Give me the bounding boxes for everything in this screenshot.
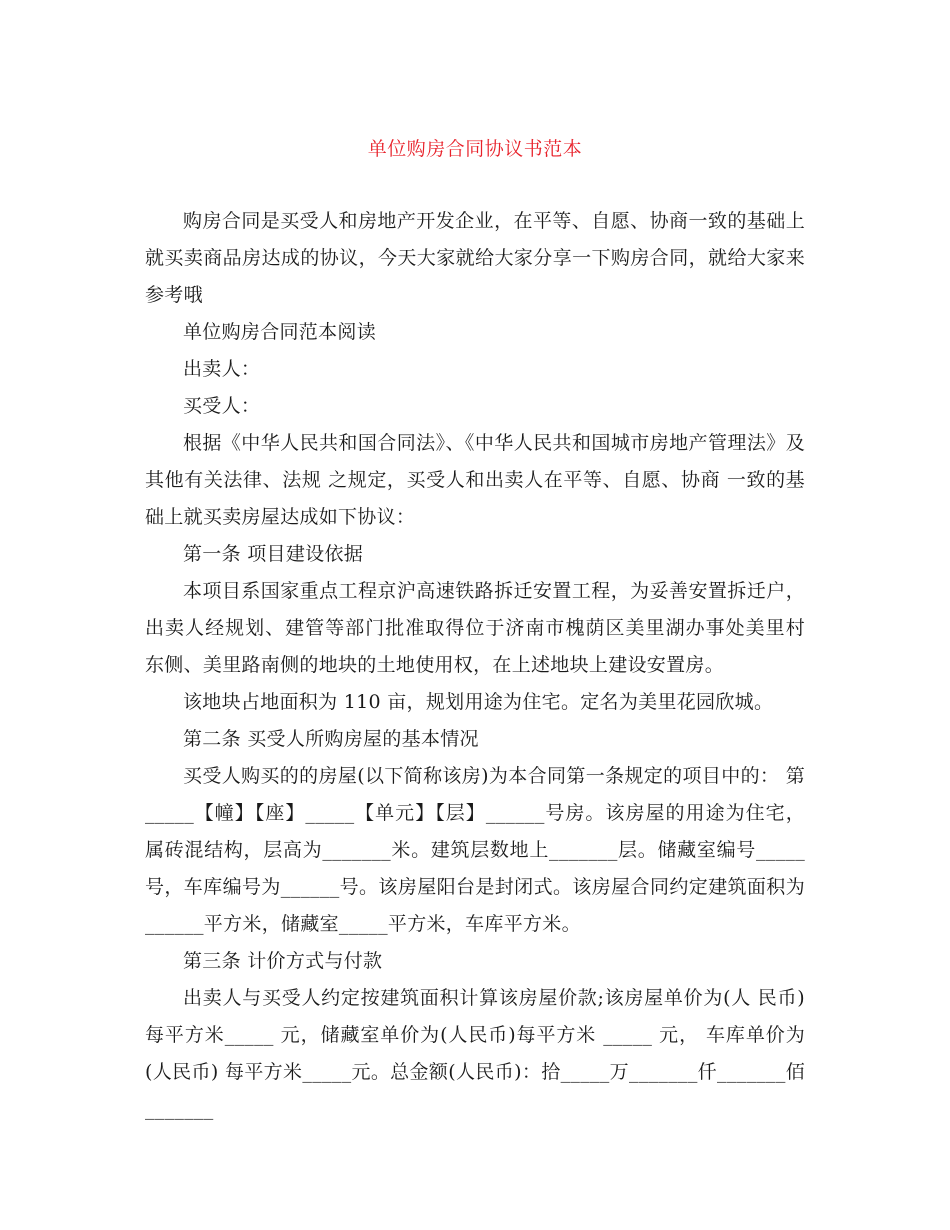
article-3-heading: 第三条 计价方式与付款: [183, 950, 383, 972]
paragraph-legal-basis: 根据《中华人民共和国合同法》、《中华人民共和国城市房地产管理法》及其他有关法律、法规 之规定，买受人和出卖人在平等、自愿、协商 一致的基础上就买卖房屋达成如下协议：: [145, 432, 805, 528]
paragraph-seller: 出卖人：: [183, 358, 261, 380]
article-2-heading: 第二条 买受人所购房屋的基本情况: [183, 728, 479, 750]
paragraph-intro: 购房合同是买受人和房地产开发企业，在平等、自愿、协商一致的基础上就买卖商品房达成的协议，今天大家就给大家分享一下购房合同，就给大家来参考哦: [145, 210, 805, 306]
article-2-body: 买受人购买的的房屋(以下简称该房)为本合同第一条规定的项目中的： 第_____【幢】【座】_____【单元】【层】______号房。该房屋的用途为住宅， 属砖混结构，层高为_______米。建筑层数地上_______层。储藏室编号_____ 号，车库编号为______号。该房屋阳台是封闭式。该房屋合同约定建筑面积为______平方米，储藏室_____平方米，车库平方米。: [145, 765, 805, 935]
paragraph-heading-reading: 单位购房合同范本阅读: [183, 321, 377, 343]
article-1-area: 该地块占地面积为 110 亩，规划用途为住宅。定名为美里花园欣城。: [183, 691, 774, 713]
article-1-body: 本项目系国家重点工程京沪高速铁路拆迁安置工程，为妥善安置拆迁户， 出卖人经规划、建管等部门批准取得位于济南市槐荫区美里湖办事处美里村 东侧、美里路南侧的地块的土地使用权，在上述地块上建设安置房。: [145, 580, 805, 676]
document-body: [145, 203, 805, 1128]
article-1-heading: 第一条 项目建设依据: [183, 543, 364, 565]
document-title: 单位购房合同协议书范本: [367, 138, 583, 160]
article-3-body: 出卖人与买受人约定按建筑面积计算该房屋价款;该房屋单价为(人 民币)每平方米_____ 元，储藏室单价为(人民币)每平方米 _____ 元， 车库单价为(人民币) 每平方米_____元。总金额(人民币)：拾_____万_______仟_______佰_______: [145, 987, 805, 1120]
paragraph-buyer: 买受人：: [183, 395, 261, 417]
